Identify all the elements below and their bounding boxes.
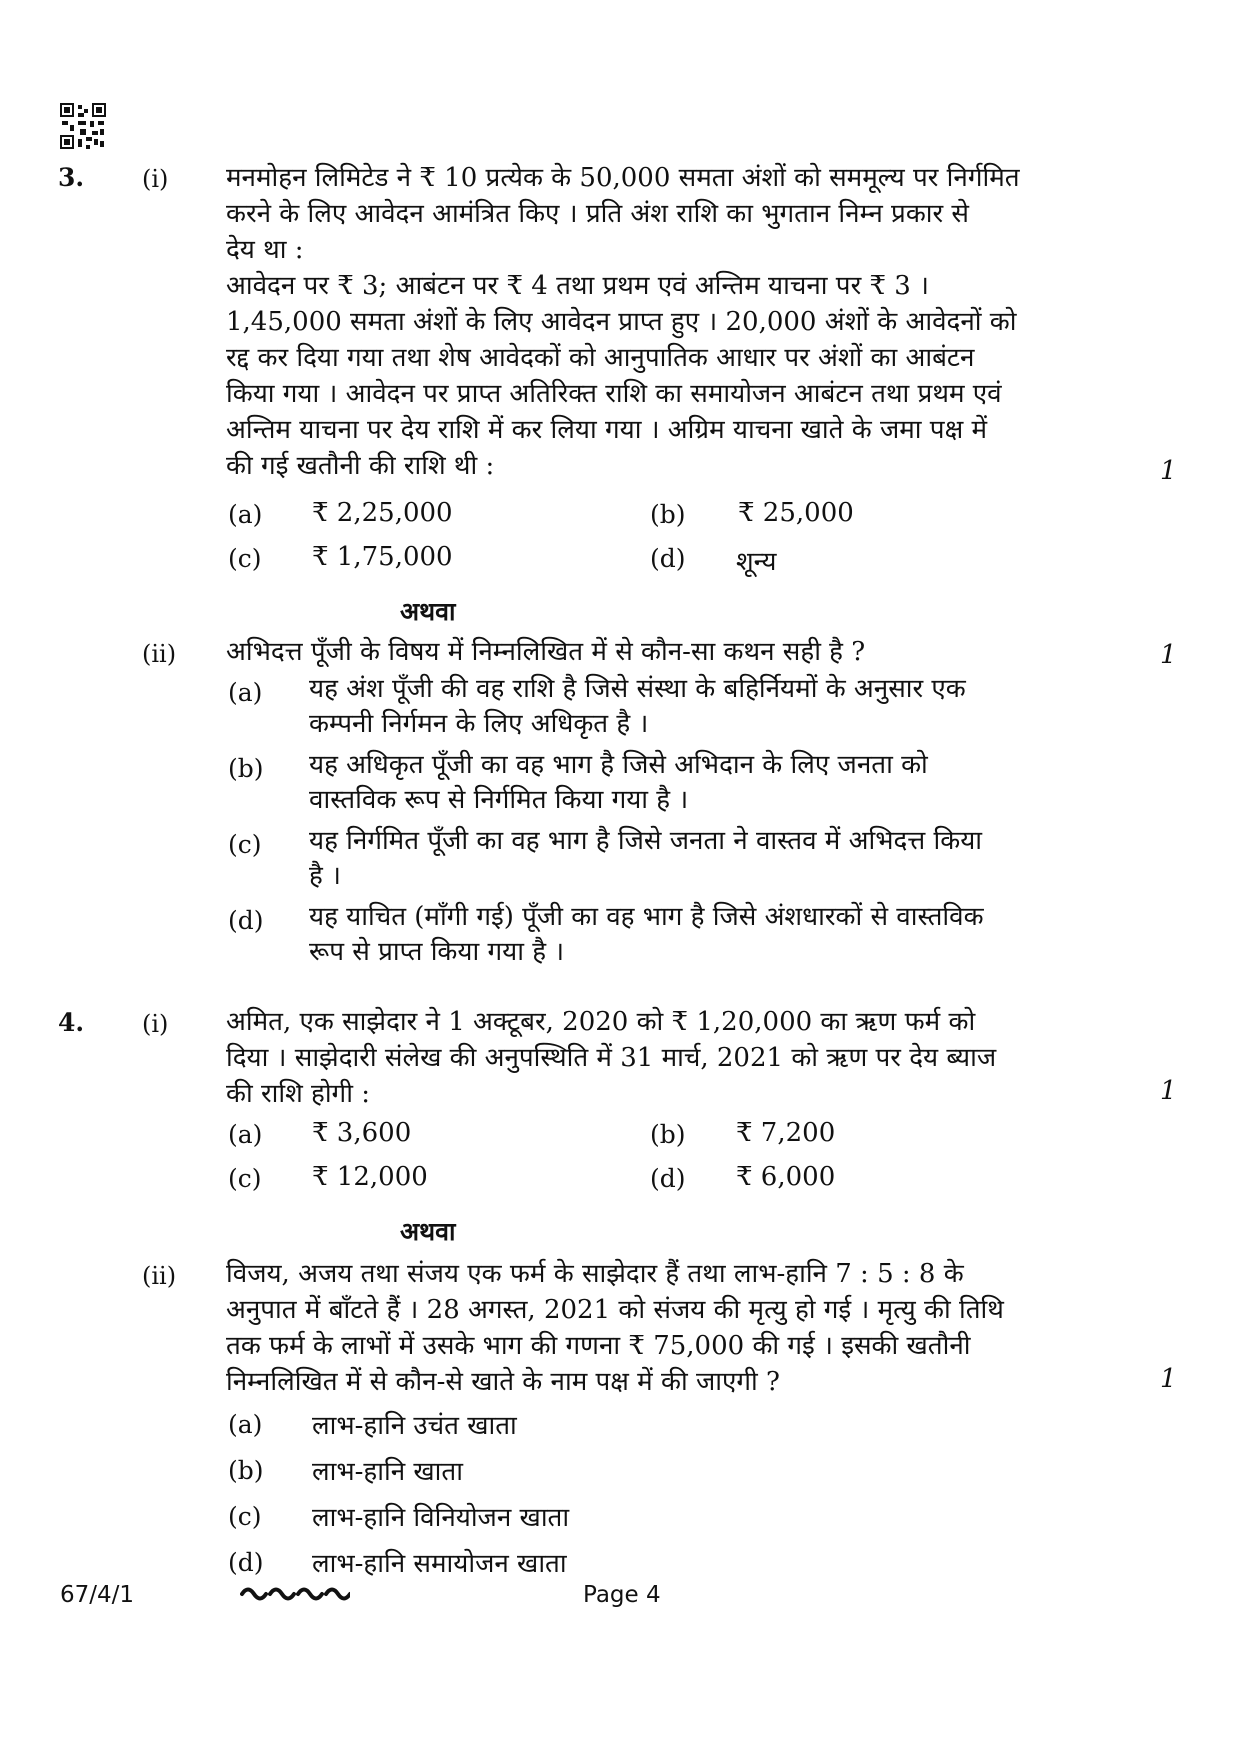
option-line: वास्तविक रूप से निर्गमित किया गया है । bbox=[309, 785, 689, 815]
option-text: लाभ-हानि उचंत खाता bbox=[312, 1411, 517, 1441]
question-line: तक फर्म के लाभों में उसके भाग की गणना ₹ 75,000 की गई । इसकी खतौनी bbox=[226, 1331, 971, 1361]
question-4-part-i-text bbox=[226, 1004, 1106, 1112]
wave-ornament-icon bbox=[240, 1580, 350, 1604]
option-label: (d) bbox=[650, 544, 686, 573]
question-line: मनमोहन लिमिटेड ने ₹ 10 प्रत्येक के 50,000 समता अंशों को सममूल्य पर निर्गमित bbox=[226, 163, 1020, 193]
question-line: किया गया । आवेदन पर प्राप्त अतिरिक्त राशि का समायोजन आबंटन तथा प्रथम एवं bbox=[226, 379, 1002, 409]
question-line: आवेदन पर ₹ 3; आबंटन पर ₹ 4 तथा प्रथम एवं अन्तिम याचना पर ₹ 3 । bbox=[226, 271, 929, 301]
question-line: अभिदत्त पूँजी के विषय में निम्नलिखित में से कौन-सा कथन सही है ? bbox=[226, 637, 866, 667]
option-label: (d) bbox=[650, 1164, 686, 1193]
question-line: निम्नलिखित में से कौन-से खाते के नाम पक्ष में की जाएगी ? bbox=[226, 1367, 780, 1397]
option-text bbox=[309, 900, 1109, 970]
question-line: रद्द कर दिया गया तथा शेष आवेदकों को आनुपातिक आधार पर अंशों का आबंटन bbox=[226, 343, 975, 373]
question-4-part-ii-text bbox=[226, 1256, 1106, 1400]
question-3-part-ii-label: (ii) bbox=[142, 640, 177, 668]
option-text: शून्य bbox=[736, 547, 777, 577]
question-line: करने के लिए आवेदन आमंत्रित किए । प्रति अंश राशि का भुगतान निम्न प्रकार से bbox=[226, 199, 970, 229]
option-label: (d) bbox=[228, 906, 264, 935]
option-label: (d) bbox=[228, 1548, 264, 1577]
question-3-part-i-text bbox=[226, 160, 1106, 484]
option-text bbox=[309, 748, 1109, 818]
question-4-number: 4. bbox=[58, 1008, 85, 1037]
question-4-part-ii-marks: 1 bbox=[1160, 1364, 1177, 1394]
option-label: (b) bbox=[228, 754, 264, 783]
option-text: लाभ-हानि विनियोजन खाता bbox=[312, 1503, 570, 1533]
option-text: ₹ 7,200 bbox=[736, 1118, 836, 1148]
option-label: (a) bbox=[228, 1410, 263, 1439]
option-line: यह अंश पूँजी की वह राशि है जिसे संस्था के बहिर्नियमों के अनुसार एक bbox=[309, 674, 966, 704]
option-text: ₹ 3,600 bbox=[312, 1118, 412, 1148]
option-line: कम्पनी निर्गमन के लिए अधिकृत है । bbox=[309, 709, 649, 739]
option-line: यह याचित (माँगी गई) पूँजी का वह भाग है जिसे अंशधारकों से वास्तविक bbox=[309, 902, 984, 932]
question-3-part-ii-marks: 1 bbox=[1160, 640, 1177, 670]
option-text: लाभ-हानि समायोजन खाता bbox=[312, 1549, 567, 1579]
option-text: ₹ 12,000 bbox=[312, 1162, 428, 1192]
question-line: अन्तिम याचना पर देय राशि में कर लिया गया । अग्रिम याचना खाते के जमा पक्ष में bbox=[226, 415, 988, 445]
question-line: देय था : bbox=[226, 235, 304, 265]
option-label: (c) bbox=[228, 1164, 262, 1193]
option-text: ₹ 1,75,000 bbox=[312, 542, 453, 572]
option-label: (c) bbox=[228, 544, 262, 573]
question-line: की गई खतौनी की राशि थी : bbox=[226, 451, 495, 481]
option-label: (a) bbox=[228, 678, 263, 707]
page-number: Page 4 bbox=[583, 1582, 661, 1608]
option-label: (b) bbox=[650, 1120, 686, 1149]
option-text bbox=[309, 824, 1109, 894]
option-label: (b) bbox=[650, 500, 686, 529]
option-label: (a) bbox=[228, 1120, 263, 1149]
option-line: यह निर्गमित पूँजी का वह भाग है जिसे जनता ने वास्तव में अभिदत्त किया bbox=[309, 826, 983, 856]
question-4-part-ii-label: (ii) bbox=[142, 1262, 177, 1290]
or-separator: अथवा bbox=[400, 597, 456, 626]
option-text: ₹ 2,25,000 bbox=[312, 498, 453, 528]
option-line: यह अधिकृत पूँजी का वह भाग है जिसे अभिदान के लिए जनता को bbox=[309, 750, 928, 780]
option-text bbox=[309, 672, 1109, 742]
question-4-part-i-marks: 1 bbox=[1160, 1076, 1177, 1106]
option-text: ₹ 25,000 bbox=[738, 498, 854, 528]
option-line: रूप से प्राप्त किया गया है । bbox=[309, 937, 565, 967]
option-text: ₹ 6,000 bbox=[736, 1162, 836, 1192]
option-text: लाभ-हानि खाता bbox=[312, 1457, 463, 1487]
option-label: (a) bbox=[228, 500, 263, 529]
question-4-part-i-label: (i) bbox=[142, 1010, 169, 1038]
question-line: 1,45,000 समता अंशों के लिए आवेदन प्राप्त हुए । 20,000 अंशों के आवेदनों को bbox=[226, 307, 1017, 337]
or-separator: अथवा bbox=[400, 1217, 456, 1246]
option-line: है । bbox=[309, 861, 341, 891]
option-label: (b) bbox=[228, 1456, 264, 1485]
qr-code-icon bbox=[60, 103, 106, 149]
option-label: (c) bbox=[228, 1502, 262, 1531]
question-line: अनुपात में बाँटते हैं । 28 अगस्त, 2021 को संजय की मृत्यु हो गई । मृत्यु की तिथि bbox=[226, 1295, 1004, 1325]
option-label: (c) bbox=[228, 830, 262, 859]
question-line: दिया । साझेदारी संलेख की अनुपस्थिति में 31 मार्च, 2021 को ऋण पर देय ब्याज bbox=[226, 1043, 997, 1073]
question-3-part-i-marks: 1 bbox=[1160, 456, 1177, 486]
question-line: विजय, अजय तथा संजय एक फर्म के साझेदार हैं तथा लाभ-हानि 7 : 5 : 8 के bbox=[226, 1259, 964, 1289]
question-3-part-ii-text bbox=[226, 634, 1106, 670]
question-line: की राशि होगी : bbox=[226, 1079, 370, 1109]
question-line: अमित, एक साझेदार ने 1 अक्टूबर, 2020 को ₹ 1,20,000 का ऋण फर्म को bbox=[226, 1007, 976, 1037]
question-3-part-i-label: (i) bbox=[142, 165, 169, 193]
question-3-number: 3. bbox=[58, 163, 85, 192]
paper-code: 67/4/1 bbox=[60, 1582, 135, 1608]
